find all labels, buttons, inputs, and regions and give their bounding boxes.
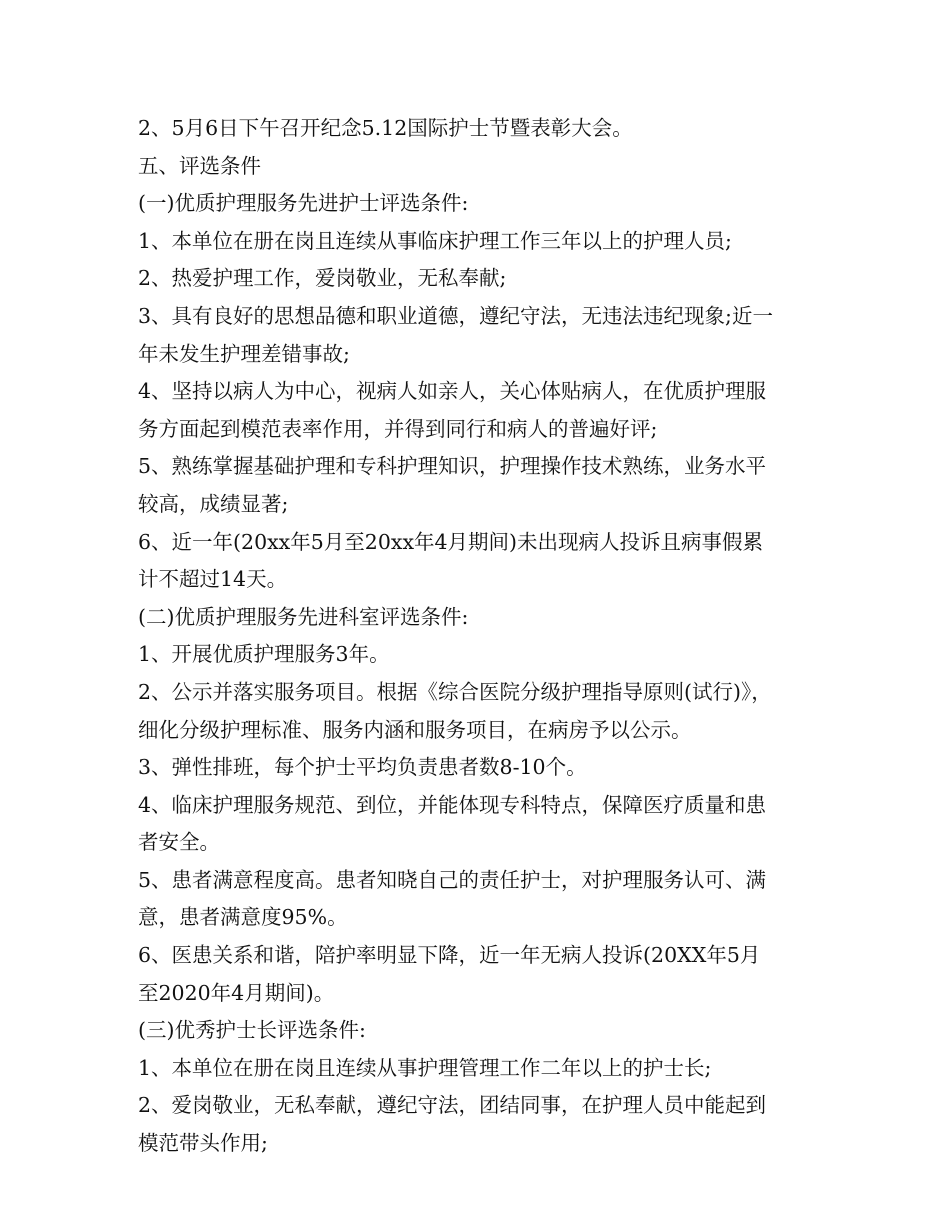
text-line: 计不超过14天。 [138,567,288,592]
subsection-heading: (三)优秀护士长评选条件: [138,1018,366,1043]
text-line: 细化分级护理标准、服务内涵和服务项目，在病房予以公示。 [138,717,692,742]
text-line: 意，患者满意度95%。 [138,905,348,930]
text-line: 4、临床护理服务规范、到位，并能体现专科特点，保障医疗质量和患 [138,792,767,817]
text-line: 较高，成绩显著; [138,491,289,516]
section-heading: 五、评选条件 [138,153,261,178]
text-line: 1、本单位在册在岗且连续从事临床护理工作三年以上的护理人员; [138,228,732,253]
text-line: 4、坚持以病人为中心，视病人如亲人，关心体贴病人，在优质护理服 [138,379,767,404]
text-line: 2、5月6日下午召开纪念5.12国际护士节暨表彰大会。 [138,116,633,140]
subsection-heading: (二)优质护理服务先进科室评选条件: [138,604,469,629]
text-line: 年未发生护理差错事故; [138,341,350,366]
text-line: 6、近一年(20xx年5月至20xx年4月期间)未出现病人投诉且病事假累 [138,529,764,554]
subsection-heading: (一)优质护理服务先进护士评选条件: [138,191,469,216]
text-line: 2、爱岗敬业，无私奉献，遵纪守法，团结同事，在护理人员中能起到 [138,1093,767,1118]
text-line: 6、医患关系和谐，陪护率明显下降，近一年无病人投诉(20XX年5月 [138,943,761,968]
document-body [138,110,828,1163]
text-line: 3、弹性排班，每个护士平均负责患者数8-10个。 [138,755,587,780]
text-line: 2、公示并落实服务项目。根据《综合医院分级护理指导原则(试行)》， [138,679,772,704]
text-line: 者安全。 [138,830,220,855]
text-line: 1、开展优质护理服务3年。 [138,642,390,667]
text-line: 务方面起到模范表率作用，并得到同行和病人的普遍好评; [138,416,658,441]
text-line: 模范带头作用; [138,1131,268,1156]
text-line: 5、熟练掌握基础护理和专科护理知识，护理操作技术熟练，业务水平 [138,454,767,479]
text-line: 2、热爱护理工作，爱岗敬业，无私奉献; [138,266,507,291]
text-line: 5、患者满意程度高。患者知晓自己的责任护士，对护理服务认可、满 [138,867,767,892]
text-line: 3、具有良好的思想品德和职业道德，遵纪守法，无违法违纪现象;近一 [138,303,773,328]
text-line: 1、本单位在册在岗且连续从事护理管理工作二年以上的护士长; [138,1055,712,1080]
text-line: 至2020年4月期间)。 [138,980,335,1005]
